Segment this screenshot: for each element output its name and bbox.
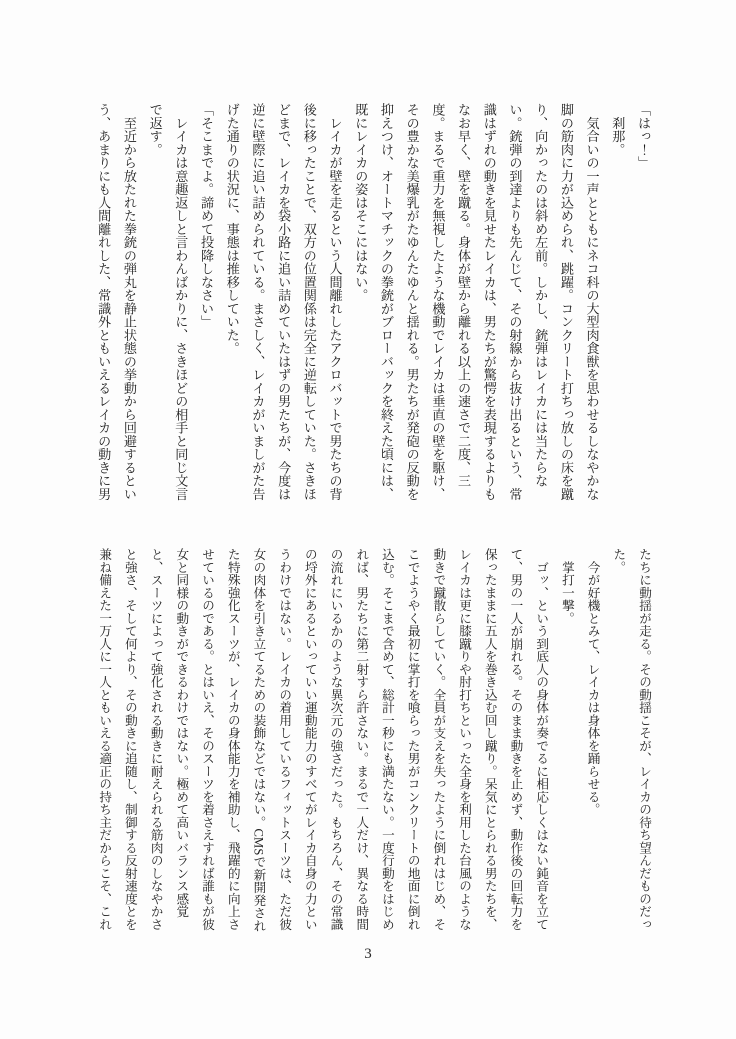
text-line: 女の肉体を引き立てるための装飾などではない。CMSで新開発され	[251, 548, 266, 933]
text-line: 「そこまでよ。諦めて投降しなさい」	[199, 103, 215, 329]
text-line: た。	[611, 548, 626, 574]
text-line: 掌打一撃。	[559, 548, 574, 625]
text-line: で返す。	[147, 103, 163, 156]
text-line: ゴッ、という到底人の身体が奏でるに相応しくはない鈍音を立て	[534, 548, 549, 931]
text-line: う、あまりにも人間離れした、常識外ともいえるレイカの動きに男	[96, 103, 112, 501]
text-line: たちに動揺が走る。その動揺こそが、レイカの待ち望んだものだっ	[637, 548, 651, 931]
text-line: て、男の一人が崩れる。そのまま動きを止めず、動作後の回転力を	[508, 548, 523, 931]
text-line: い。銃弾の到達よりも先んじて、その射線から抜け出るという、常	[507, 103, 523, 501]
page-number: 3	[364, 946, 372, 962]
text-line: 脚の筋肉に力が込められ、跳躍。コンクリート打ちっ放しの床を蹴	[558, 103, 574, 501]
lower-text-block	[91, 548, 656, 934]
text-line: 保ったままに五人を巻き込む回し蹴り。呆気にとられる男たちを、	[482, 548, 497, 931]
text-line: の流れにいるかのような異次元の強さだった。もちろん、その常識	[328, 548, 343, 931]
text-line: レイカが壁を走るという人間離れしたアクロバットで男たちの背	[327, 103, 343, 501]
text-line: どまで、レイカを袋小路に追い詰めていたはずの男たちが、今度は	[276, 103, 292, 501]
text-line: れば、男たちに第二射すら許さない。まるで一人だけ、異なる時間	[354, 548, 369, 931]
text-line: 動きで蹴散らしていく。全員が支えを失ったように倒れはじめ、そ	[431, 548, 446, 931]
text-line: 識はずれの動きを見せたレイカは、男たちが驚愕を表現するよりも	[481, 103, 497, 501]
text-line: 兼ね備えた一万人に一人ともいえる適正の持ち主だからこそ、これ	[97, 548, 112, 931]
text-line: なお早く、壁を蹴る。身体が壁から離れる以上の速さで二度、三	[456, 103, 472, 488]
text-line: レイカは更に膝蹴りや肘打ちといった全身を利用した台風のような	[457, 548, 472, 931]
text-line: 女と同様の動きができるわけではない。極めて高いバランス感覚	[174, 548, 189, 918]
text-line: 気合いの一声とともにネコ科の大型肉食獣を思わせるしなやかな	[584, 103, 600, 501]
text-line: うわけではない。レイカの着用しているフィットスーツは、ただ彼	[277, 548, 292, 931]
text-line: こでようやく最初に掌打を喰らった男がコンクリートの地面に倒れ	[405, 548, 420, 931]
text-line: げた通りの状況に、事態は推移していた。	[224, 103, 240, 355]
text-line: レイカは意趣返しと言わんばかりに、さきほどの相手と同じ文言	[173, 103, 189, 501]
text-line: と強さ、そして何より、その動きに追随し、制御する反射速度とを	[122, 548, 137, 931]
text-line: 「はっ！」	[636, 103, 651, 170]
text-line: 刹那。	[610, 103, 626, 156]
text-line: り、向かったのは斜め左前。しかし、銃弾はレイカには当たらな	[533, 103, 549, 488]
text-line: と、スーツによって強化される動きに耐えられる筋肉のしなやかさ	[148, 548, 163, 931]
text-line: 後に移ったことで、双方の位置関係は完全に逆転していた。さきほ	[301, 103, 317, 501]
text-line: た特殊強化スーツが、レイカの身体能力を補助し、飛躍的に向上さ	[225, 548, 240, 931]
text-line: 逆に壁際に追い詰められている。まさしく、レイカがいましがた告	[250, 103, 266, 501]
upper-text-block	[91, 103, 656, 500]
text-line: 至近から放たれた拳銃の弾丸を静止状態の挙動から回避するとい	[121, 103, 137, 501]
text-line: の埒外にあるといっていい運動能力のすべてがレイカ自身の力とい	[302, 548, 317, 931]
text-line: 度。まるで重力を無視したような機動でレイカは垂直の壁を駆け、	[430, 103, 446, 501]
text-line: その豊かな美爆乳がたゆんたゆんと揺れる。男たちが発砲の反動を	[404, 103, 420, 501]
text-line: 今が好機とみて、レイカは身体を踊らせる。	[585, 548, 600, 816]
text-line: せているのである。とはいえ、そのスーツを着さえすれば誰もが彼	[200, 548, 215, 931]
text-line: 込む。そこまで含めて、総計一秒にも満たない。一度行動をはじめ	[379, 548, 394, 931]
text-line: 既にレイカの姿はそこにはない。	[353, 103, 369, 302]
text-line: 抑えつけ、オートマチックの拳銃がブローバックを終えた頃には、	[378, 103, 394, 501]
